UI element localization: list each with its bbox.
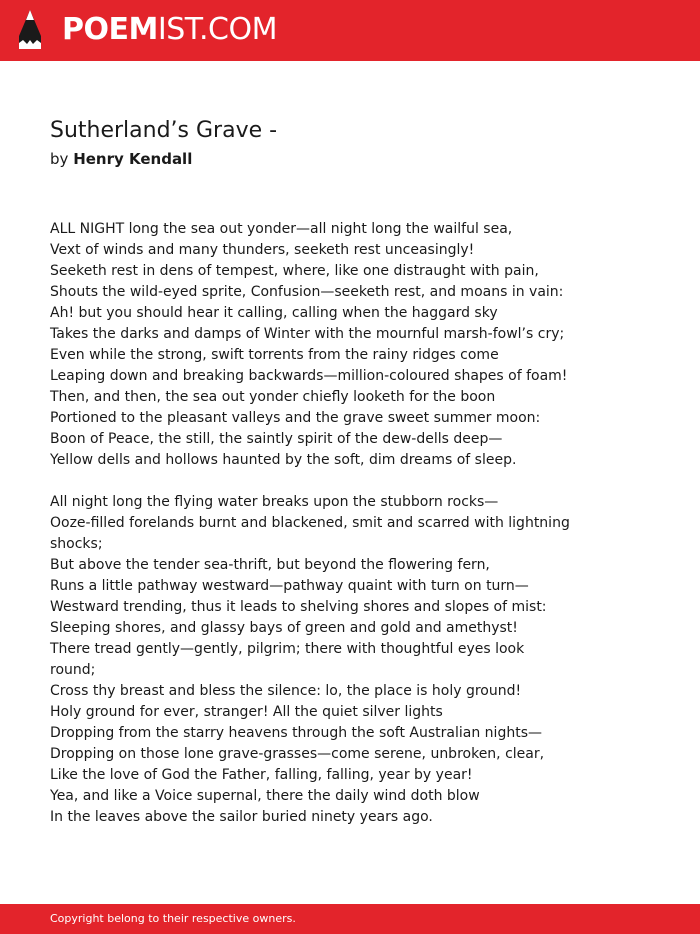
site-logo[interactable]: [62, 12, 277, 48]
poem-line: Vext of winds and many thunders, seeketh rest unceasingly!: [50, 242, 475, 258]
poem-stanza: [50, 492, 570, 828]
poem-line: Seeketh rest in dens of tempest, where, like one distraught with pain,: [50, 263, 539, 279]
poem-body: [50, 219, 570, 849]
poem-line: Like the love of God the Father, falling, falling, year by year!: [50, 767, 473, 783]
poem-line: Leaping down and breaking backwards—million-coloured shapes of foam!: [50, 368, 568, 384]
poem-stanza: [50, 219, 570, 471]
poem-line: Boon of Peace, the still, the saintly spirit of the dew-dells deep—: [50, 431, 503, 447]
poem-line: Takes the darks and damps of Winter with the mournful marsh-fowl’s cry;: [50, 326, 565, 342]
byline-by: by: [50, 150, 69, 168]
poem-line: Even while the strong, swift torrents from the rainy ridges come: [50, 347, 499, 363]
pencil-logo-icon[interactable]: [17, 9, 43, 51]
site-footer: [0, 904, 700, 934]
footer-copyright: Copyright belong to their respective owners.: [50, 912, 296, 925]
poem-line: Then, and then, the sea out yonder chiefly looketh for the boon: [50, 389, 496, 405]
logo-bold-text: POEM: [62, 12, 158, 47]
poem-author: Henry Kendall: [73, 150, 193, 168]
poem-line: Ah! but you should hear it calling, calling when the haggard sky: [50, 305, 498, 321]
poem-line: Runs a little pathway westward—pathway quaint with turn on turn—: [50, 578, 529, 594]
poem-line: Ooze-filled forelands burnt and blackened, smit and scarred with lightning shocks;: [50, 515, 570, 552]
poem-line: Dropping on those lone grave-grasses—come serene, unbroken, clear,: [50, 746, 545, 762]
poem-line: In the leaves above the sailor buried ninety years ago.: [50, 809, 433, 825]
logo-thin-text: IST.COM: [157, 12, 277, 47]
poem-line: Yellow dells and hollows haunted by the soft, dim dreams of sleep.: [50, 452, 517, 468]
poem-line: There tread gently—gently, pilgrim; there with thoughtful eyes look round;: [50, 641, 525, 678]
poem-line: Dropping from the starry heavens through the soft Australian nights—: [50, 725, 542, 741]
poem-line: Holy ground for ever, stranger! All the quiet silver lights: [50, 704, 443, 720]
poem-line: All night long the flying water breaks upon the stubborn rocks—: [50, 494, 499, 510]
poem-line: Yea, and like a Voice supernal, there the daily wind doth blow: [50, 788, 480, 804]
poem-title: Sutherland’s Grave -: [50, 118, 278, 143]
poem-line: ALL NIGHT long the sea out yonder—all night long the wailful sea,: [50, 221, 513, 237]
poem-line: Shouts the wild-eyed sprite, Confusion—seeketh rest, and moans in vain:: [50, 284, 564, 300]
poem-line: Portioned to the pleasant valleys and the grave sweet summer moon:: [50, 410, 541, 426]
poem-line: Westward trending, thus it leads to shelving shores and slopes of mist:: [50, 599, 547, 615]
poem-line: Cross thy breast and bless the silence: lo, the place is holy ground!: [50, 683, 522, 699]
site-header: [0, 0, 700, 61]
poem-line: But above the tender sea-thrift, but beyond the flowering fern,: [50, 557, 490, 573]
poem-byline: [50, 150, 192, 168]
poem-line: Sleeping shores, and glassy bays of green and gold and amethyst!: [50, 620, 518, 636]
